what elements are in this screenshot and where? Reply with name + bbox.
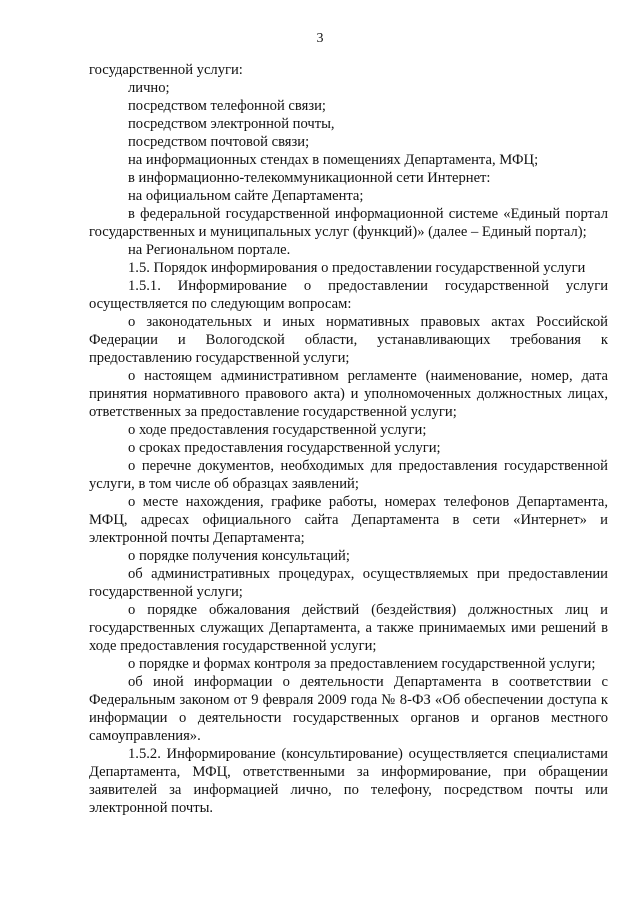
paragraph: лично; — [128, 80, 170, 96]
paragraph: на информационных стендах в помещениях Департамента, МФЦ; — [128, 152, 539, 168]
paragraph: государственной услуги: — [89, 62, 243, 78]
paragraph: 1.5. Порядок информирования о предоставлении государственной услуги — [128, 260, 586, 276]
document-body — [89, 61, 608, 817]
paragraph: о сроках предоставления государственной услуги; — [128, 440, 441, 456]
paragraph: о перечне документов, необходимых для предоставления государственной услуги, в том числе об образцах заявлений; — [89, 458, 608, 492]
paragraph: об административных процедурах, осуществляемых при предоставлении государственной услуги; — [89, 566, 608, 600]
paragraph: в информационно-телекоммуникационной сети Интернет: — [128, 170, 491, 186]
paragraph: посредством почтовой связи; — [128, 134, 310, 150]
paragraph: 1.5.2. Информирование (консультирование) осуществляется специалистами Департамента, МФЦ, ответственными за информирование, при обращении заявителей за информацией лично, по телефону, посредством почты или электронной почты. — [89, 746, 608, 816]
paragraph: о порядке получения консультаций; — [128, 548, 350, 564]
paragraph: о месте нахождения, графике работы, номерах телефонов Департамента, МФЦ, адресах официального сайта Департамента в сети «Интернет» и электронной почты Департамента; — [89, 494, 608, 546]
paragraph: 1.5.1. Информирование о предоставлении государственной услуги осуществляется по следующим вопросам: — [89, 278, 608, 312]
paragraph: на официальном сайте Департамента; — [128, 188, 364, 204]
paragraph: в федеральной государственной информационной системе «Единый портал государственных и муниципальных услуг (функций)» (далее – Единый портал); — [89, 206, 608, 240]
page-number: 3 — [316, 31, 324, 46]
paragraph: о законодательных и иных нормативных правовых актах Российской Федерации и Вологодской области, устанавливающих требования к предоставлению государственной услуги; — [89, 314, 608, 366]
paragraph: посредством электронной почты, — [128, 116, 335, 132]
paragraph: о настоящем административном регламенте (наименование, номер, дата принятия нормативного правового акта) и уполномоченных должностных лицах, ответственных за предоставление государственной услуги; — [89, 368, 608, 420]
paragraph: об иной информации о деятельности Департамента в соответствии с Федеральным законом от 9 февраля 2009 года № 8-ФЗ «Об обеспечении доступа к информации о деятельности государственных органов и органов местного самоуправления». — [89, 674, 608, 744]
paragraph: о ходе предоставления государственной услуги; — [128, 422, 427, 438]
paragraph: о порядке и формах контроля за предоставлением государственной услуги; — [128, 656, 596, 672]
paragraph: посредством телефонной связи; — [128, 98, 326, 114]
paragraph: о порядке обжалования действий (бездействия) должностных лиц и государственных служащих Департамента, а также принимаемых ими решений в ходе предоставления государственной услуги; — [89, 602, 608, 654]
paragraph: на Региональном портале. — [128, 242, 291, 258]
